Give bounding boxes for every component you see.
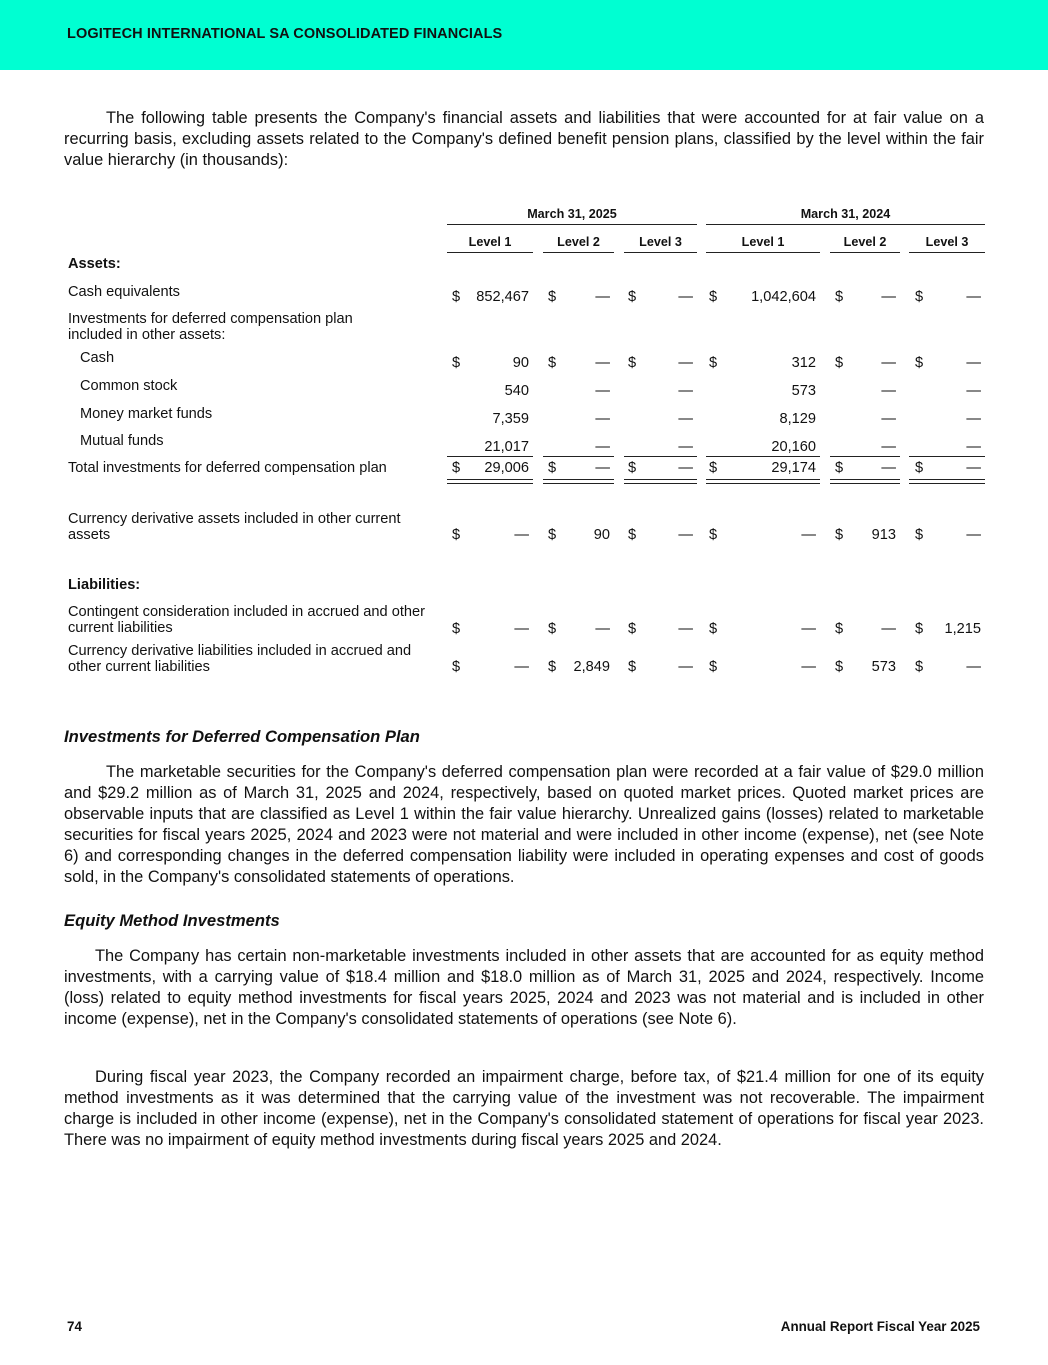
row-label: Contingent consideration included in accrued and other current liabilities (68, 604, 425, 636)
dollar-sign: $ (452, 621, 461, 637)
row-label: Common stock (80, 378, 178, 394)
row-label: Cash equivalents (68, 284, 180, 300)
table-cell: — (966, 527, 981, 543)
level-header: Level 3 (925, 235, 969, 249)
paragraph-equity-method-2 (64, 1067, 984, 1151)
subtotal-rule (706, 456, 820, 457)
dollar-sign: $ (628, 659, 637, 675)
deferred-comp-text: The marketable securities for the Company's deferred compensation plan were recorded at a fair value of $29.0 million and $29.2 million as of March 31, 2025 and 2024, respectively, based on quoted market prices. Quoted market prices are observable inputs that are classified as Level 1 within the fair value hierarchy. Unrealized gains (losses) related to marketable securities for fiscal years 2025, 2024 and 2023 were not material and were included in other income (expense), net (see Note 6) and corresponding changes in the deferred compensation liability were included in operating expenses and cost of goods sold, in the Company's consolidated statements of operations. (64, 763, 984, 886)
table-cell: — (801, 527, 816, 543)
row-label: Cash (80, 350, 115, 366)
table-cell: — (678, 460, 693, 476)
table-cell: — (678, 439, 693, 455)
dollar-sign: $ (452, 527, 461, 543)
row-label: Total investments for deferred compensation plan (68, 460, 387, 476)
table-cell: 913 (871, 527, 896, 543)
row-label: Currency derivative liabilities included in accrued and other current liabilities (68, 643, 412, 675)
period-header: March 31, 2024 (800, 207, 891, 221)
dollar-sign: $ (548, 289, 557, 305)
section-title-deferred-comp: Investments for Deferred Compensation Plan (64, 727, 420, 746)
table-cell: — (801, 659, 816, 675)
table-cell: — (595, 621, 610, 637)
period-header: March 31, 2025 (527, 207, 617, 221)
row-label: Currency derivative assets included in other current assets (68, 511, 401, 543)
page-number: 74 (67, 1319, 82, 1334)
table-cell: — (514, 527, 529, 543)
table-cell: — (881, 355, 896, 371)
dollar-sign: $ (835, 355, 844, 371)
dollar-sign: $ (915, 527, 924, 543)
table-cell: — (595, 355, 610, 371)
table-cell: 852,467 (476, 289, 529, 305)
table-cell: 1,215 (944, 621, 981, 637)
level-header-rule (706, 252, 820, 253)
dollar-sign: $ (452, 460, 461, 476)
total-double-rule (909, 479, 985, 484)
row-label: Investments for deferred compensation plan included in other assets: (68, 311, 353, 343)
table-cell: — (881, 411, 896, 427)
dollar-sign: $ (915, 659, 924, 675)
dollar-sign: $ (915, 621, 924, 637)
liabilities-heading: Liabilities: (68, 577, 141, 593)
table-cell: 20,160 (771, 439, 816, 455)
dollar-sign: $ (709, 289, 718, 305)
table-cell: — (801, 621, 816, 637)
dollar-sign: $ (915, 289, 924, 305)
table-cell: — (595, 460, 610, 476)
dollar-sign: $ (835, 621, 844, 637)
row-label: Money market funds (80, 406, 213, 422)
table-cell: — (881, 621, 896, 637)
dollar-sign: $ (915, 460, 924, 476)
dollar-sign: $ (709, 460, 718, 476)
dollar-sign: $ (709, 355, 718, 371)
table-cell: — (678, 355, 693, 371)
total-double-rule (624, 479, 697, 484)
table-cell: — (514, 621, 529, 637)
table-cell: 540 (504, 383, 529, 399)
table-cell: 90 (593, 527, 610, 543)
table-cell: — (595, 411, 610, 427)
dollar-sign: $ (452, 659, 461, 675)
equity-method-text-2: During fiscal year 2023, the Company recorded an impairment charge, before tax, of $21.4 million for one of its equity method investments as it was determined that the carrying value of the investment was not recoverable. The impairment charge is included in other income (expense), net in the Company's consolidated statement of operations for fiscal year 2023. There was no impairment of equity method investments during fiscal years 2025 and 2024. (64, 1068, 984, 1149)
table-cell: — (678, 383, 693, 399)
table-cell: — (678, 289, 693, 305)
table-cell: 29,006 (484, 460, 529, 476)
table-cell: — (966, 659, 981, 675)
table-cell: — (966, 289, 981, 305)
paragraph-deferred-comp (64, 762, 984, 888)
table-cell: 312 (791, 355, 816, 371)
table-cell: 573 (791, 383, 816, 399)
table-cell: — (595, 439, 610, 455)
dollar-sign: $ (548, 621, 557, 637)
table-cell: 21,017 (484, 439, 529, 455)
subtotal-rule (543, 456, 614, 457)
dollar-sign: $ (452, 289, 461, 305)
level-header-rule (543, 252, 614, 253)
table-cell: — (881, 383, 896, 399)
table-cell: — (966, 439, 981, 455)
level-header: Level 1 (741, 235, 785, 249)
table-cell: — (881, 460, 896, 476)
table-cell: — (966, 460, 981, 476)
paragraph-equity-method-1 (64, 946, 984, 1030)
table-cell: 29,174 (771, 460, 816, 476)
table-cell: — (514, 659, 529, 675)
level-header-rule (830, 252, 900, 253)
dollar-sign: $ (835, 289, 844, 305)
section-title-equity-method: Equity Method Investments (64, 911, 280, 930)
subtotal-rule (624, 456, 697, 457)
dollar-sign: $ (548, 527, 557, 543)
table-cell: — (678, 621, 693, 637)
dollar-sign: $ (628, 460, 637, 476)
table-cell: 8,129 (779, 411, 816, 427)
level-header-rule (624, 252, 697, 253)
table-cell: — (966, 411, 981, 427)
table-cell: — (881, 439, 896, 455)
total-double-rule (706, 479, 820, 484)
dollar-sign: $ (548, 659, 557, 675)
level-header-rule (447, 252, 533, 253)
equity-method-text-1: The Company has certain non-marketable investments included in other assets that are accounted for as equity method investments, with a carrying value of $18.4 million and $18.0 million as of March 31, 2025 and 2024, respectively. Income (loss) related to equity method investments for fiscal years 2025, 2024 and 2023 was not material and is included in other income (expense), net in the Company's consolidated statements of operations (see Note 6). (64, 947, 984, 1028)
table-cell: — (966, 355, 981, 371)
table-cell: — (881, 289, 896, 305)
dollar-sign: $ (628, 289, 637, 305)
header-title: LOGITECH INTERNATIONAL SA CONSOLIDATED FINANCIALS (67, 26, 503, 42)
dollar-sign: $ (709, 659, 718, 675)
level-header-rule (909, 252, 985, 253)
table-cell: — (595, 383, 610, 399)
dollar-sign: $ (709, 527, 718, 543)
table-cell: 2,849 (573, 659, 610, 675)
subtotal-rule (909, 456, 985, 457)
intro-text: The following table presents the Company's financial assets and liabilities that were accounted for at fair value on a recurring basis, excluding assets related to the Company's defined benefit pension plans, classified by the level within the fair value hierarchy (in thousands): (64, 109, 984, 169)
row-label: Mutual funds (80, 433, 164, 449)
dollar-sign: $ (628, 355, 637, 371)
table-cell: — (595, 289, 610, 305)
dollar-sign: $ (915, 355, 924, 371)
table-cell: 90 (512, 355, 529, 371)
dollar-sign: $ (628, 621, 637, 637)
subtotal-rule (830, 456, 900, 457)
table-cell: — (966, 383, 981, 399)
dollar-sign: $ (628, 527, 637, 543)
level-header: Level 1 (468, 235, 512, 249)
dollar-sign: $ (452, 355, 461, 371)
dollar-sign: $ (835, 460, 844, 476)
level-header: Level 2 (843, 235, 887, 249)
table-cell: — (678, 527, 693, 543)
table-cell: — (678, 411, 693, 427)
total-double-rule (830, 479, 900, 484)
assets-heading: Assets: (68, 256, 121, 272)
subtotal-rule (447, 456, 533, 457)
table-cell: 573 (871, 659, 896, 675)
table-cell: — (678, 659, 693, 675)
level-header: Level 3 (639, 235, 682, 249)
dollar-sign: $ (835, 527, 844, 543)
total-double-rule (543, 479, 614, 484)
dollar-sign: $ (835, 659, 844, 675)
table-cell: 1,042,604 (751, 289, 816, 305)
footer-report-title: Annual Report Fiscal Year 2025 (780, 1319, 980, 1334)
level-header: Level 2 (557, 235, 600, 249)
dollar-sign: $ (709, 621, 718, 637)
period-header-rule (447, 224, 697, 225)
dollar-sign: $ (548, 355, 557, 371)
total-double-rule (447, 479, 533, 484)
table-cell: 7,359 (492, 411, 529, 427)
period-header-rule (706, 224, 985, 225)
dollar-sign: $ (548, 460, 557, 476)
